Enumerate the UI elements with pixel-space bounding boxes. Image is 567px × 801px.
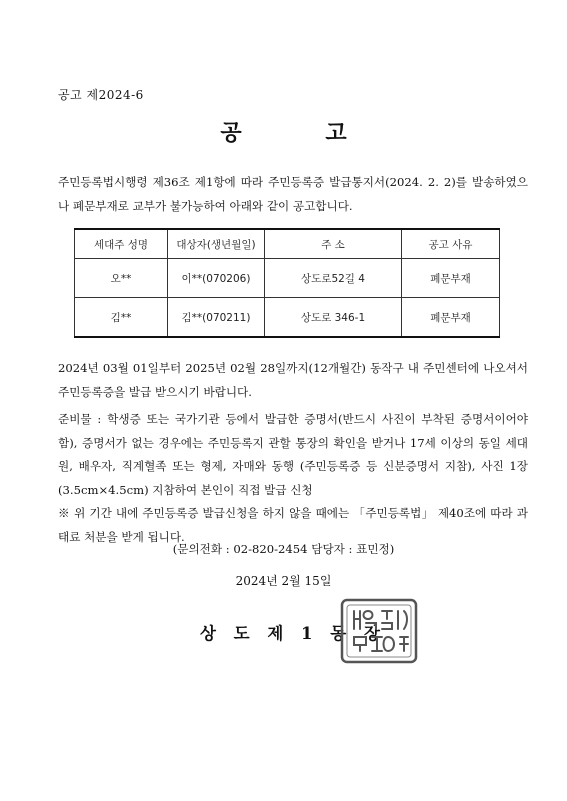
table-header-row (75, 229, 500, 259)
requirements-block (58, 408, 528, 549)
contact-line: (문의전화 : 02-820-2454 담당자 : 표민정) (172, 542, 395, 556)
cell-householder: 김** (75, 298, 168, 338)
column-header-address: 주 소 (265, 229, 402, 259)
warning-paragraph: ※ 위 기간 내에 주민등록증 발급신청을 하지 않을 때에는 「주민등록법」 제40조에 따라 과태료 처분을 받게 됩니다. (58, 506, 528, 544)
cell-subject: 김**(070211) (168, 298, 265, 338)
column-header-householder: 세대주 성명 (75, 229, 168, 259)
cell-reason: 폐문부재 (402, 298, 500, 338)
page-title: 공 고 (220, 120, 385, 146)
table-row (75, 298, 500, 338)
document-number: 공고 제2024-6 (58, 88, 144, 102)
column-header-reason: 공고 사유 (402, 229, 500, 259)
cell-subject: 이**(070206) (168, 259, 265, 298)
table-row (75, 259, 500, 298)
cell-address: 상도로52길 4 (265, 259, 402, 298)
cell-address: 상도로 346-1 (265, 298, 402, 338)
intro-paragraph: 주민등록법시행령 제36조 제1항에 따라 주민등록증 발급통지서(2024. 2. 2)를 발송하였으나 폐문부재로 교부가 불가능하여 아래와 같이 공고합니다. (58, 175, 528, 213)
cell-householder: 오** (75, 259, 168, 298)
column-header-subject: 대상자(생년월일) (168, 229, 265, 259)
notice-date: 2024년 2월 15일 (235, 574, 332, 588)
signer-title: 상 도 제 1 동 장 (200, 624, 386, 643)
notice-table (74, 228, 500, 338)
official-seal-icon (338, 597, 422, 665)
cell-reason: 폐문부재 (402, 259, 500, 298)
requirements-paragraph: 준비물 : 학생증 또는 국가기관 등에서 발급한 증명서(반드시 사진이 부착된 증명서이어야 함), 증명서가 없는 경우에는 주민등록지 관할 통장의 확인을 받거나 17세 이상의 동일 세대원, 배우자, 직계혈족 또는 형제, 자매와 동행 (주민등록증 등 신분증명서 지참), 사진 1장(3.5cm×4.5cm) 지참하여 본인이 직접 발급 신청 (58, 412, 528, 497)
period-paragraph: 2024년 03월 01일부터 2025년 02월 28일까지(12개월간) 동작구 내 주민센터에 나오셔서 주민등록증을 발급 받으시기 바랍니다. (58, 361, 528, 399)
